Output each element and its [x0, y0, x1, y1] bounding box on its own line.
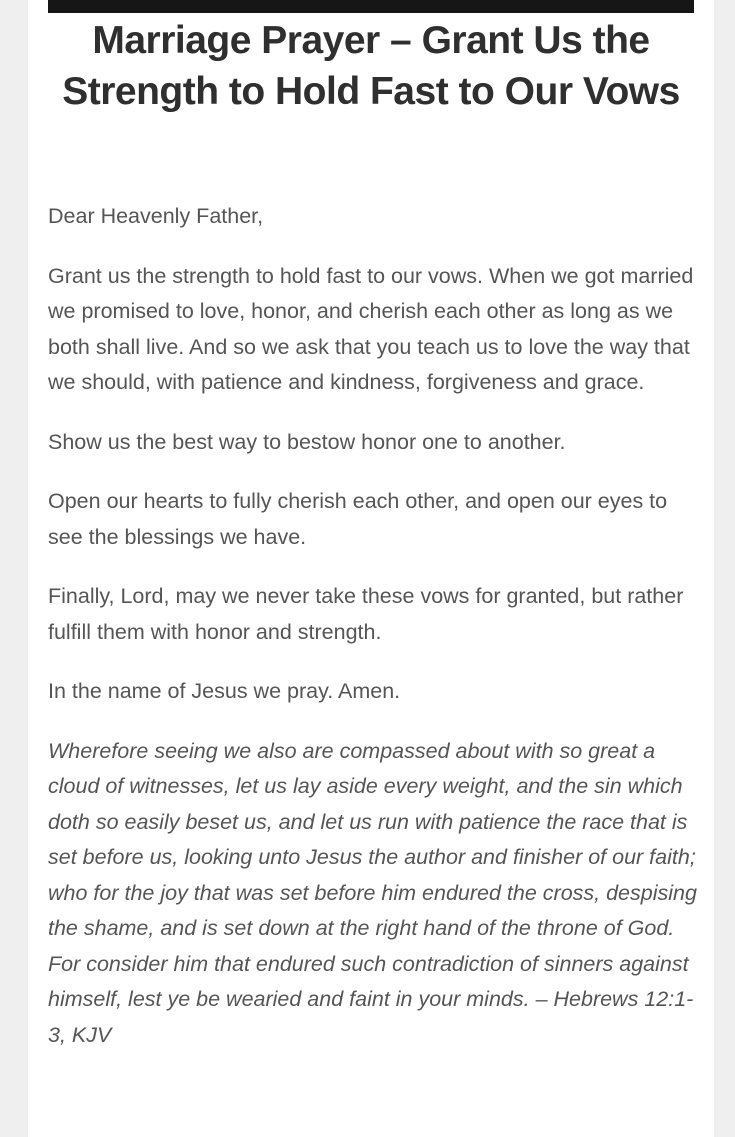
- paragraph-vows: Finally, Lord, may we never take these vows for granted, but rather fulfill them with honor and strength.: [48, 584, 684, 644]
- paragraph-strength: Grant us the strength to hold fast to our vows. When we got married we promised to love, honor, and cherish each other as long as we both shall live. And so we ask that you teach us to love the way that we should, with patience and kindness, forgiveness and grace.: [48, 263, 694, 394]
- scripture-quote: Wherefore seeing we also are compassed about with so great a cloud of witnesses, let us lay aside every weight, and the sin which doth so easily beset us, and let us run with patience the race that is set before us, looking unto Jesus the author and finisher of our faith; who for the joy that was set before him endured the cross, despising the shame, and is set down at the right hand of the throne of God. For consider him that endured such contradiction of sinners against himself, lest ye be wearied and faint in your minds. – Hebrews 12:1-3, KJV: [48, 738, 697, 1047]
- paragraph-greeting: Dear Heavenly Father,: [48, 204, 264, 228]
- paragraph-cherish: Open our hearts to fully cherish each other, and open our eyes to see the blessings we have.: [48, 489, 668, 549]
- article-title: Marriage Prayer – Grant Us the Strength to Hold Fast to Our Vows: [62, 19, 680, 113]
- article-body: [48, 199, 698, 1077]
- paragraph-honor: Show us the best way to bestow honor one to another.: [48, 429, 566, 454]
- header-image: [48, 0, 694, 13]
- paragraph-amen: In the name of Jesus we pray. Amen.: [48, 679, 401, 703]
- article-card: [28, 0, 714, 1137]
